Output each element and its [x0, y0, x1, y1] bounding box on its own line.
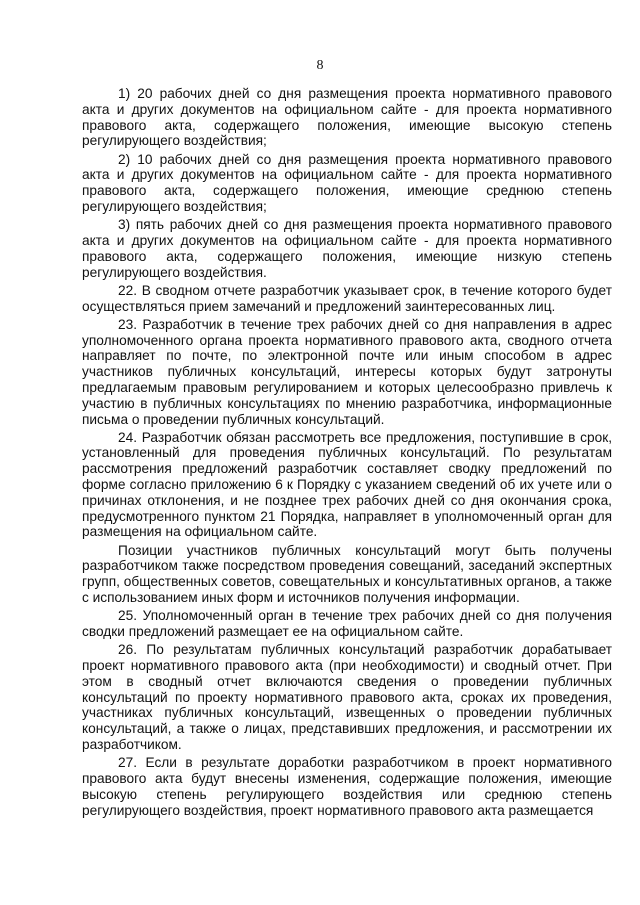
paragraph-23: 23. Разработчик в течение трех рабочих дней со дня направления в адрес уполномоченного органа проекта нормативного правового акта, сводного отчета направляет по почте, по электронной почте или иным способом в адрес участников публичных консультаций, интересы которых будут затронуты предлагаемым правовым регулированием и которых целесообразно привлечь к участию в публичных консультациях по мнению разработчика, информационные письма о проведении публичных консультаций.	[82, 316, 612, 427]
paragraph-22: 22. В сводном отчете разработчик указывает срок, в течение которого будет осуществляться прием замечаний и предложений заинтересованных лиц.	[82, 282, 612, 314]
paragraph-25: 25. Уполномоченный орган в течение трех рабочих дней со дня получения сводки предложений размещает ее на официальном сайте.	[82, 608, 612, 640]
paragraph-3: 3) пять рабочих дней со дня размещения проекта нормативного правового акта и других документов на официальном сайте - для проекта нормативного правового акта, содержащего положения, имеющие низкую степень регулирующего воздействия.	[82, 217, 612, 280]
page-number: 8	[316, 58, 324, 73]
document-body	[82, 86, 612, 821]
paragraph-24-positions: Позиции участников публичных консультаций могут быть получены разработчиком также посредством проведения совещаний, заседаний экспертных групп, общественных советов, совещательных и консультативных органов, а также с использованием иных форм и источников получения информации.	[82, 542, 612, 606]
paragraph-24: 24. Разработчик обязан рассмотреть все предложения, поступившие в срок, установленный для проведения публичных консультаций. По результатам рассмотрения предложений разработчик составляет сводку предложений по форме согласно приложению 6 к Порядку с указанием сведений об их учете или о причинах отклонения, и не позднее трех рабочих дней со дня окончания срока, предусмотренного пунктом 21 Порядка, направляет в уполномоченный орган для размещения на официальном сайте.	[82, 429, 612, 540]
paragraph-1: 1) 20 рабочих дней со дня размещения проекта нормативного правового акта и других документов на официальном сайте - для проекта нормативного правового акта, содержащего положения, имеющие высокую степень регулирующего воздействия;	[82, 86, 612, 149]
paragraph-27: 27. Если в результате доработки разработчиком в проект нормативного правового акта будут внесены изменения, содержащие положения, имеющие высокую степень регулирующего воздействия или среднюю степень регулирующего воздействия, проект нормативного правового акта размещается	[82, 755, 612, 818]
paragraph-2: 2) 10 рабочих дней со дня размещения проекта нормативного правового акта и других документов на официальном сайте - для проекта нормативного правового акта, содержащего положения, имеющие среднюю степень регулирующего воздействия;	[82, 151, 612, 214]
paragraph-26: 26. По результатам публичных консультаций разработчик дорабатывает проект нормативного правового акта (при необходимости) и сводный отчет. При этом в сводный отчет включаются сведения о проведении публичных консультаций по проекту нормативного правового акта, сроках их проведения, участниках публичных консультаций, извещенных о проведении публичных консультаций, а также о лицах, представивших предложения, и рассмотрении их разработчиком.	[82, 642, 612, 752]
